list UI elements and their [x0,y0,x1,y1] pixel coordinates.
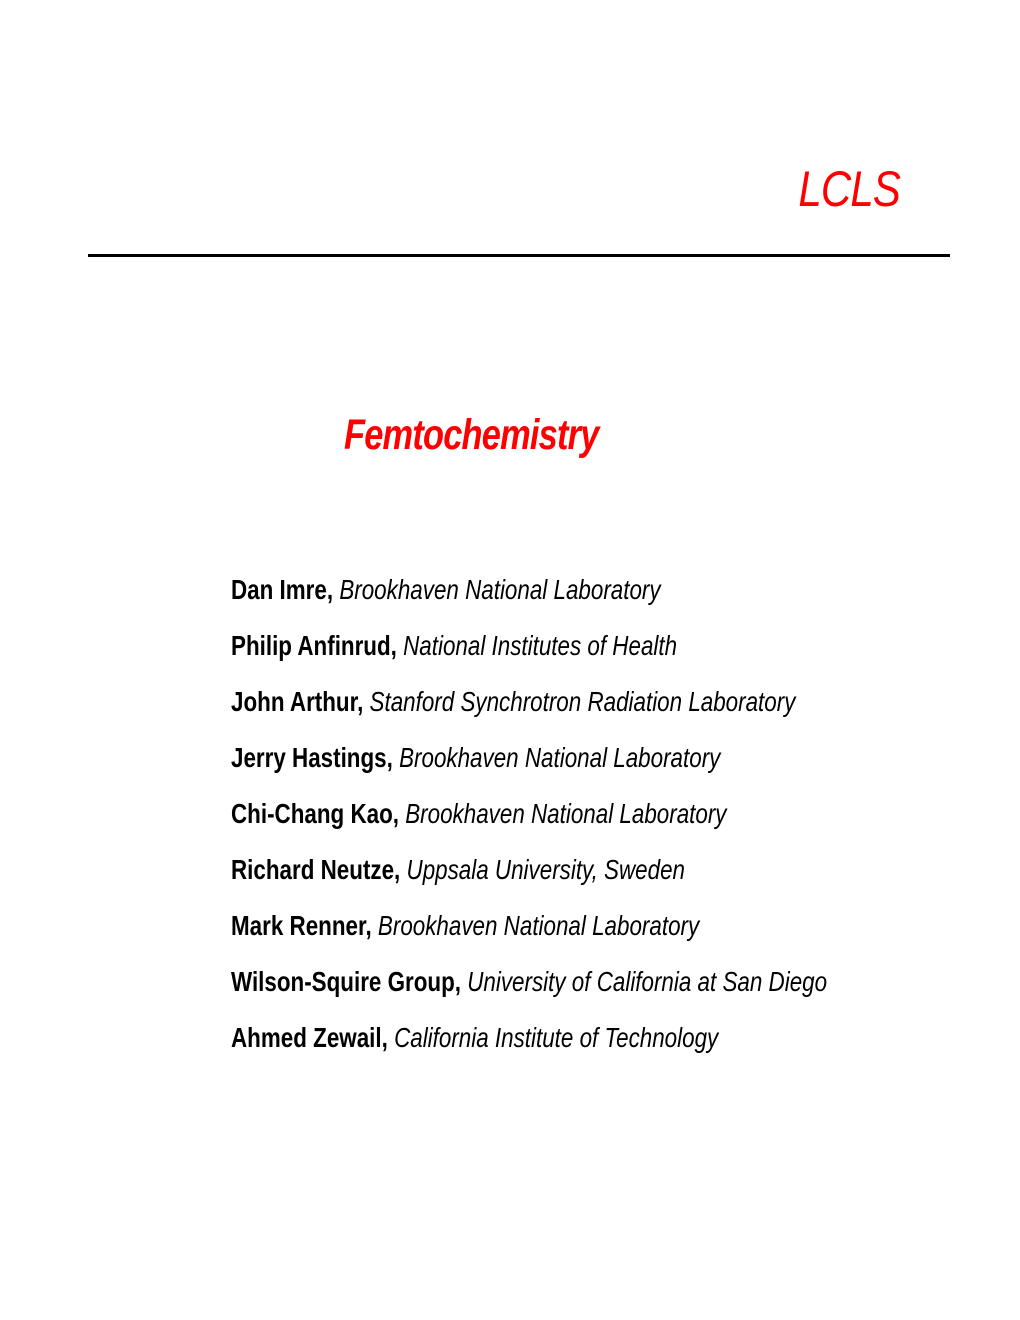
contributor-item [231,906,827,962]
contributor-name: John Arthur, [231,686,364,717]
contributor-name: Mark Renner, [231,910,372,941]
header-brand: LCLS [798,161,900,217]
contributor-item [231,1018,827,1074]
contributor-affiliation: Brookhaven National Laboratory [399,742,721,773]
contributor-name: Chi-Chang Kao, [231,798,399,829]
contributor-item [231,850,827,906]
contributor-list [231,570,976,1074]
contributor-affiliation: Brookhaven National Laboratory [405,798,727,829]
contributor-affiliation: Uppsala University, Sweden [406,854,685,885]
header-rule [88,254,950,257]
contributor-item [231,682,827,738]
contributor-affiliation: California Institute of Technology [394,1022,719,1053]
contributor-item [231,962,827,1018]
contributor-affiliation: Brookhaven National Laboratory [377,910,700,941]
contributor-item [231,626,827,682]
contributor-affiliation: Brookhaven National Laboratory [339,574,661,605]
contributor-name: Philip Anfinrud, [231,630,397,661]
contributor-name: Wilson-Squire Group, [231,966,462,997]
contributor-name: Richard Neutze, [231,854,401,885]
contributor-name: Ahmed Zewail, [231,1022,388,1053]
contributor-name: Jerry Hastings, [231,742,393,773]
contributor-item [231,738,827,794]
contributor-affiliation: Stanford Synchrotron Radiation Laboratory [369,686,796,717]
contributor-item [231,570,827,626]
page-title: Femtochemistry [344,411,599,459]
contributor-affiliation: University of California at San Diego [467,966,828,997]
contributor-name: Dan Imre, [231,574,334,605]
contributor-affiliation: National Institutes of Health [403,630,678,661]
contributor-item [231,794,827,850]
